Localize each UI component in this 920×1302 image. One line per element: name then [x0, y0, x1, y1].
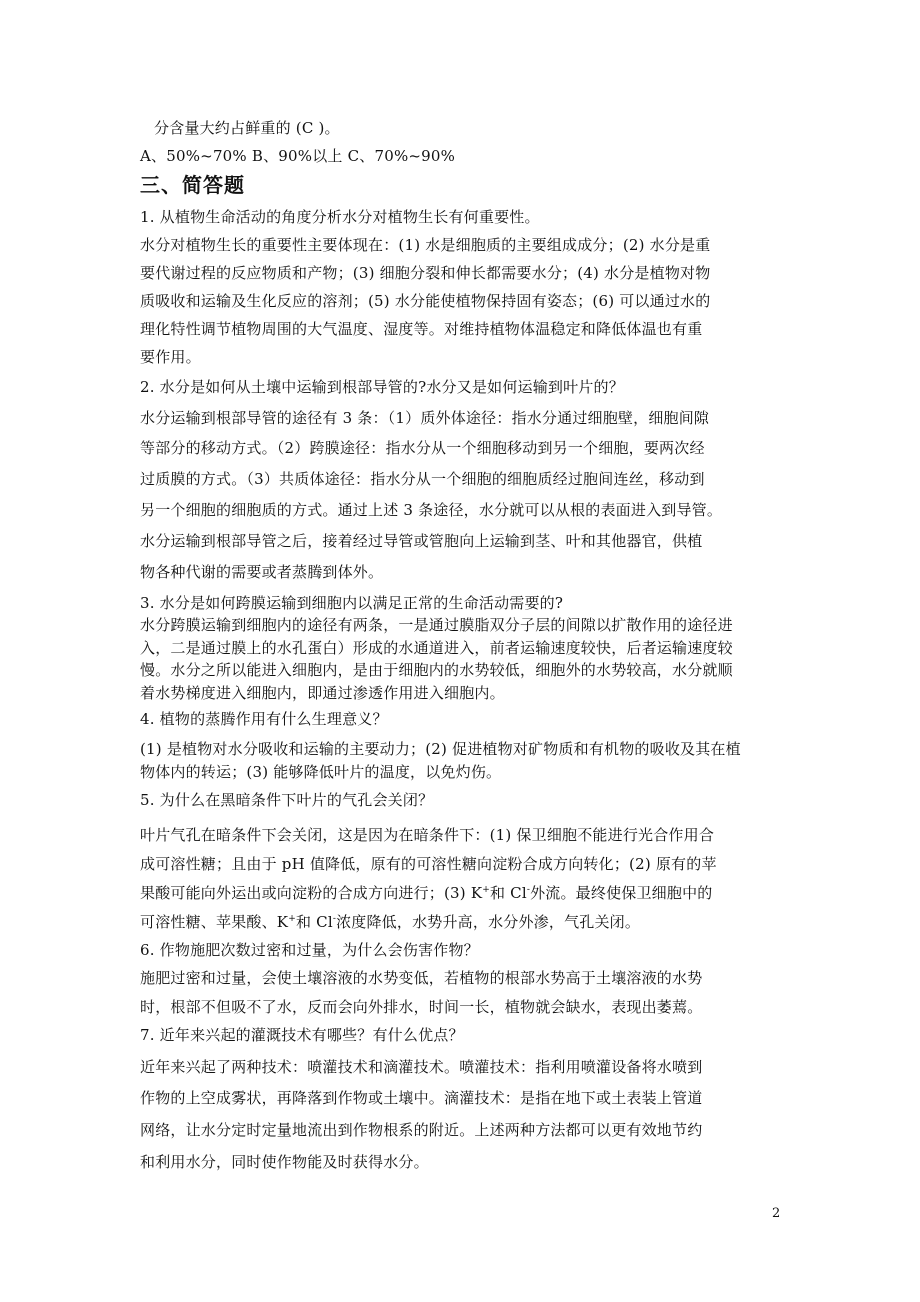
answer-3-line-1: 水分跨膜运输到细胞内的途径有两条，一是通过膜脂双分子层的间隙以扩散作用的途径进	[140, 616, 733, 634]
answer-2-line-6: 物各种代谢的需要或者蒸腾到体外。	[140, 563, 384, 581]
answer-5-line-1: 叶片气孔在暗条件下会关闭，这是因为在暗条件下：(1) 保卫细胞不能进行光合作用合	[140, 826, 715, 844]
answer-5-line-3-tail: 外流。最终使保卫细胞中的	[530, 884, 713, 902]
superscript-minus: -	[332, 914, 337, 924]
answer-5-line-4-tail: 浓度降低，水势升高，水分外渗，气孔关闭。	[336, 913, 641, 931]
question-5: 5. 为什么在黑暗条件下叶片的气孔会关闭？	[140, 791, 434, 809]
answer-1-line-5: 要作用。	[140, 348, 201, 366]
answer-7-line-1: 近年来兴起了两种技术：喷灌技术和滴灌技术。喷灌技术：指利用喷灌设备将水喷到	[140, 1058, 703, 1076]
answer-5-line-2: 成可溶性糖；且由于 pH 值降低，原有的可溶性糖向淀粉合成方向转化；(2) 原有的苹	[140, 855, 717, 873]
answer-3-line-3: 慢。水分之所以能进入细胞内，是由于细胞内的水势较低，细胞外的水势较高，水分就顺	[140, 661, 733, 679]
answer-4-line-1: (1) 是植物对水分吸收和运输的主要动力；(2) 促进植物对矿物质和有机物的吸收及其在植	[140, 740, 741, 758]
question-7: 7. 近年来兴起的灌溉技术有哪些？有什么优点？	[140, 1026, 464, 1044]
answer-5-line-3	[140, 883, 712, 903]
question-4: 4. 植物的蒸腾作用有什么生理意义？	[140, 710, 388, 728]
continuation-line-2: A、50%~70% B、90%以上 C、70%~90%	[140, 147, 456, 165]
question-6: 6. 作物施肥次数过密和过量，为什么会伤害作物？	[140, 941, 479, 959]
answer-3-line-2: 入，二是通过膜上的水孔蛋白）形成的水通道进入，前者运输速度较快，后者运输速度较	[140, 639, 733, 657]
section-title: 三、简答题	[140, 173, 245, 197]
superscript-plus: +	[482, 885, 490, 895]
answer-2-line-3: 过质膜的方式。（3）共质体途径：指水分从一个细胞的细胞质经过胞间连丝，移动到	[140, 470, 705, 488]
answer-1-line-2: 要代谢过程的反应物质和产物；(3) 细胞分裂和伸长都需要水分；(4) 水分是植物对物	[140, 264, 711, 282]
answer-1-line-3: 质吸收和运输及生化反应的溶剂；(5) 水分能使植物保持固有姿态；(6) 可以通过水的	[140, 292, 711, 310]
question-1: 1. 从植物生命活动的角度分析水分对植物生长有何重要性。	[140, 208, 540, 226]
answer-1-line-4: 理化特性调节植物周围的大气温度、湿度等。对维持植物体温稳定和降低体温也有重	[140, 320, 703, 338]
answer-5-line-3-head: 果酸可能向外运出或向淀粉的合成方向进行；(3) K	[140, 884, 483, 902]
superscript-plus: +	[288, 914, 296, 924]
answer-2-line-1: 水分运输到根部导管的途径有 3 条：（1）质外体途径：指水分通过细胞壁，细胞间隙	[140, 409, 710, 427]
answer-5-line-4-head: 可溶性糖、苹果酸、K	[140, 913, 289, 931]
answer-5-line-4	[140, 912, 640, 932]
answer-2-line-5: 水分运输到根部导管之后，接着经过导管或管胞向上运输到茎、叶和其他器官，供植	[140, 532, 703, 550]
answer-4-line-2: 物体内的转运；(3) 能够降低叶片的温度，以免灼伤。	[140, 763, 502, 781]
answer-1-line-1: 水分对植物生长的重要性主要体现在：(1) 水是细胞质的主要组成成分；(2) 水分是重	[140, 236, 711, 254]
question-2: 2. 水分是如何从土壤中运输到根部导管的?水分又是如何运输到叶片的？	[140, 378, 624, 396]
answer-5-line-3-mid: 和 Cl	[489, 884, 527, 902]
answer-7-line-4: 和利用水分，同时使作物能及时获得水分。	[140, 1153, 429, 1171]
answer-6-line-2: 时，根部不但吸不了水，反而会向外排水，时间一长，植物就会缺水，表现出萎蔫。	[140, 998, 703, 1016]
answer-2-line-2: 等部分的移动方式。（2）跨膜途径：指水分从一个细胞移动到另一个细胞，要两次经	[140, 439, 705, 457]
answer-2-line-4: 另一个细胞的细胞质的方式。通过上述 3 条途径，水分就可以从根的表面进入到导管。	[140, 501, 723, 519]
answer-5-line-4-mid: 和 Cl	[295, 913, 333, 931]
answer-7-line-3: 网络，让水分定时定量地流出到作物根系的附近。上述两种方法都可以更有效地节约	[140, 1121, 703, 1139]
question-3: 3. 水分是如何跨膜运输到细胞内以满足正常的生命活动需要的?	[140, 594, 564, 612]
answer-3-line-4: 着水势梯度进入细胞内，即通过渗透作用进入细胞内。	[140, 684, 505, 702]
answer-6-line-1: 施肥过密和过量，会使土壤溶液的水势变低，若植物的根部水势高于土壤溶液的水势	[140, 969, 703, 987]
continuation-line-1: 分含量大约占鲜重的 (C )。	[154, 119, 340, 137]
answer-7-line-2: 作物的上空成雾状，再降落到作物或土壤中。滴灌技术：是指在地下或土表装上管道	[140, 1089, 703, 1107]
superscript-minus: -	[526, 885, 531, 895]
page-number: 2	[772, 1206, 781, 1221]
